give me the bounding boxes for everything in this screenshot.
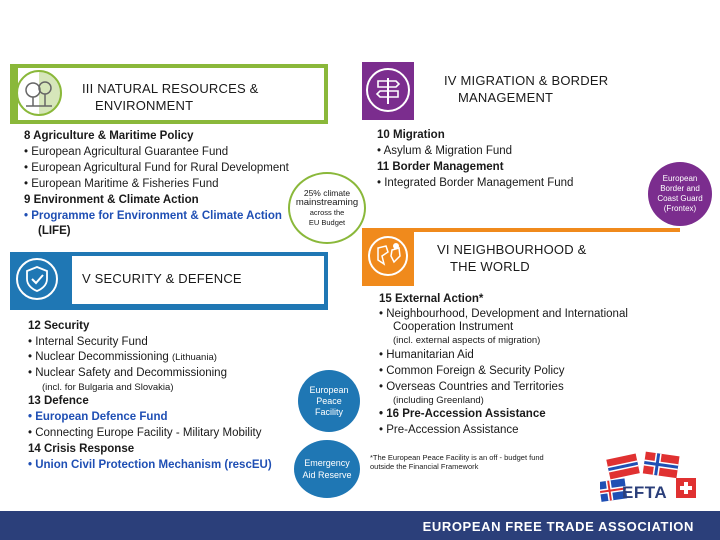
list-item: • Common Foreign & Security Policy xyxy=(379,365,565,377)
list-item: • Union Civil Protection Mechanism (rescEU) xyxy=(28,459,272,471)
security-heading: 12 Security xyxy=(28,320,90,332)
climate-mainstreaming-bubble xyxy=(288,172,366,244)
bubble-text: Facility xyxy=(314,406,343,417)
bubble-text: across the xyxy=(309,208,345,217)
migration-title xyxy=(444,72,608,106)
emergency-aid-bubble xyxy=(294,440,360,498)
neighbourhood-title-line2: THE WORLD xyxy=(450,259,530,274)
footnote-line1: *The European Peace Facility is an off - budget fund xyxy=(370,453,544,462)
bubble-text: European xyxy=(662,174,698,183)
bubble-text: Coast Guard xyxy=(657,194,703,203)
migration-title-line2: MANAGEMENT xyxy=(458,90,554,105)
environment-heading: 9 Environment & Climate Action xyxy=(24,194,199,206)
list-item: • European Defence Fund xyxy=(28,411,168,423)
bubble-text: Aid Reserve xyxy=(302,470,352,480)
pre-accession-heading: • 16 Pre-Accession Assistance xyxy=(379,408,546,420)
list-item xyxy=(28,350,217,365)
border-heading: 11 Border Management xyxy=(377,161,504,173)
list-note: (Lithuania) xyxy=(172,352,217,363)
bubble-text: Emergency xyxy=(304,458,350,468)
world-map-icon xyxy=(366,234,410,278)
natural-resources-title xyxy=(82,80,259,114)
list-item: • Asylum & Migration Fund xyxy=(377,145,513,157)
natural-resources-title-line1: III NATURAL RESOURCES & xyxy=(82,81,259,96)
list-item: • European Agricultural Fund for Rural Development xyxy=(24,162,289,174)
frontex-bubble xyxy=(648,162,712,226)
list-item: • European Maritime & Fisheries Fund xyxy=(24,178,219,190)
shield-icon xyxy=(14,256,60,302)
bubble-text: EU Budget xyxy=(308,218,346,227)
list-item: • Neighbourhood, Development and International xyxy=(379,308,628,320)
bubble-text: 25% climate xyxy=(303,188,351,198)
list-item: • Connecting Europe Facility - Military Mobility xyxy=(28,427,262,439)
footnote-line2: outside the Financial Framework xyxy=(370,462,479,471)
bubble-text: Peace xyxy=(316,395,342,406)
list-item: • Programme for Environment & Climate Action xyxy=(24,210,282,222)
list-item: • Integrated Border Management Fund xyxy=(377,177,574,189)
external-action-heading: 15 External Action* xyxy=(379,293,484,305)
defence-heading: 13 Defence xyxy=(28,395,89,407)
bubble-text: European xyxy=(309,384,349,395)
crisis-heading: 14 Crisis Response xyxy=(28,443,135,455)
list-item: (LIFE) xyxy=(38,225,71,237)
footer-bar xyxy=(0,511,720,540)
list-item: • Humanitarian Aid xyxy=(379,349,474,361)
list-item: Cooperation Instrument xyxy=(393,321,514,333)
natural-resources-title-line2: ENVIRONMENT xyxy=(95,98,194,113)
list-item: • Internal Security Fund xyxy=(28,336,148,348)
list-item-text: • Nuclear Decommissioning xyxy=(28,351,169,363)
list-item: • European Agricultural Guarantee Fund xyxy=(24,146,229,158)
efta-logo-text: EFTA xyxy=(622,483,668,502)
bubble-text: (Frontex) xyxy=(663,204,697,213)
footnote xyxy=(370,453,544,471)
peace-facility-bubble xyxy=(298,370,360,432)
trees-icon xyxy=(14,68,64,118)
list-item: • Nuclear Safety and Decommissioning xyxy=(28,367,227,379)
signpost-icon xyxy=(364,66,412,114)
neighbourhood-title xyxy=(437,241,587,275)
bubble-text: mainstreaming xyxy=(295,197,359,208)
neighbourhood-title-line1: VI NEIGHBOURHOOD & xyxy=(437,242,587,257)
list-item: • Pre-Accession Assistance xyxy=(379,424,519,436)
list-note: (including Greenland) xyxy=(393,395,484,406)
security-title: V SECURITY & DEFENCE xyxy=(82,271,242,286)
list-item: • Overseas Countries and Territories xyxy=(379,381,564,393)
migration-heading: 10 Migration xyxy=(377,129,445,141)
list-note: (incl. for Bulgaria and Slovakia) xyxy=(42,382,174,393)
agriculture-heading: 8 Agriculture & Maritime Policy xyxy=(24,130,194,142)
migration-title-line1: IV MIGRATION & BORDER xyxy=(444,73,609,88)
footer-title: EUROPEAN FREE TRADE ASSOCIATION xyxy=(422,519,694,534)
list-note: (incl. external aspects of migration) xyxy=(393,335,541,346)
bubble-text: Border and xyxy=(660,184,700,193)
